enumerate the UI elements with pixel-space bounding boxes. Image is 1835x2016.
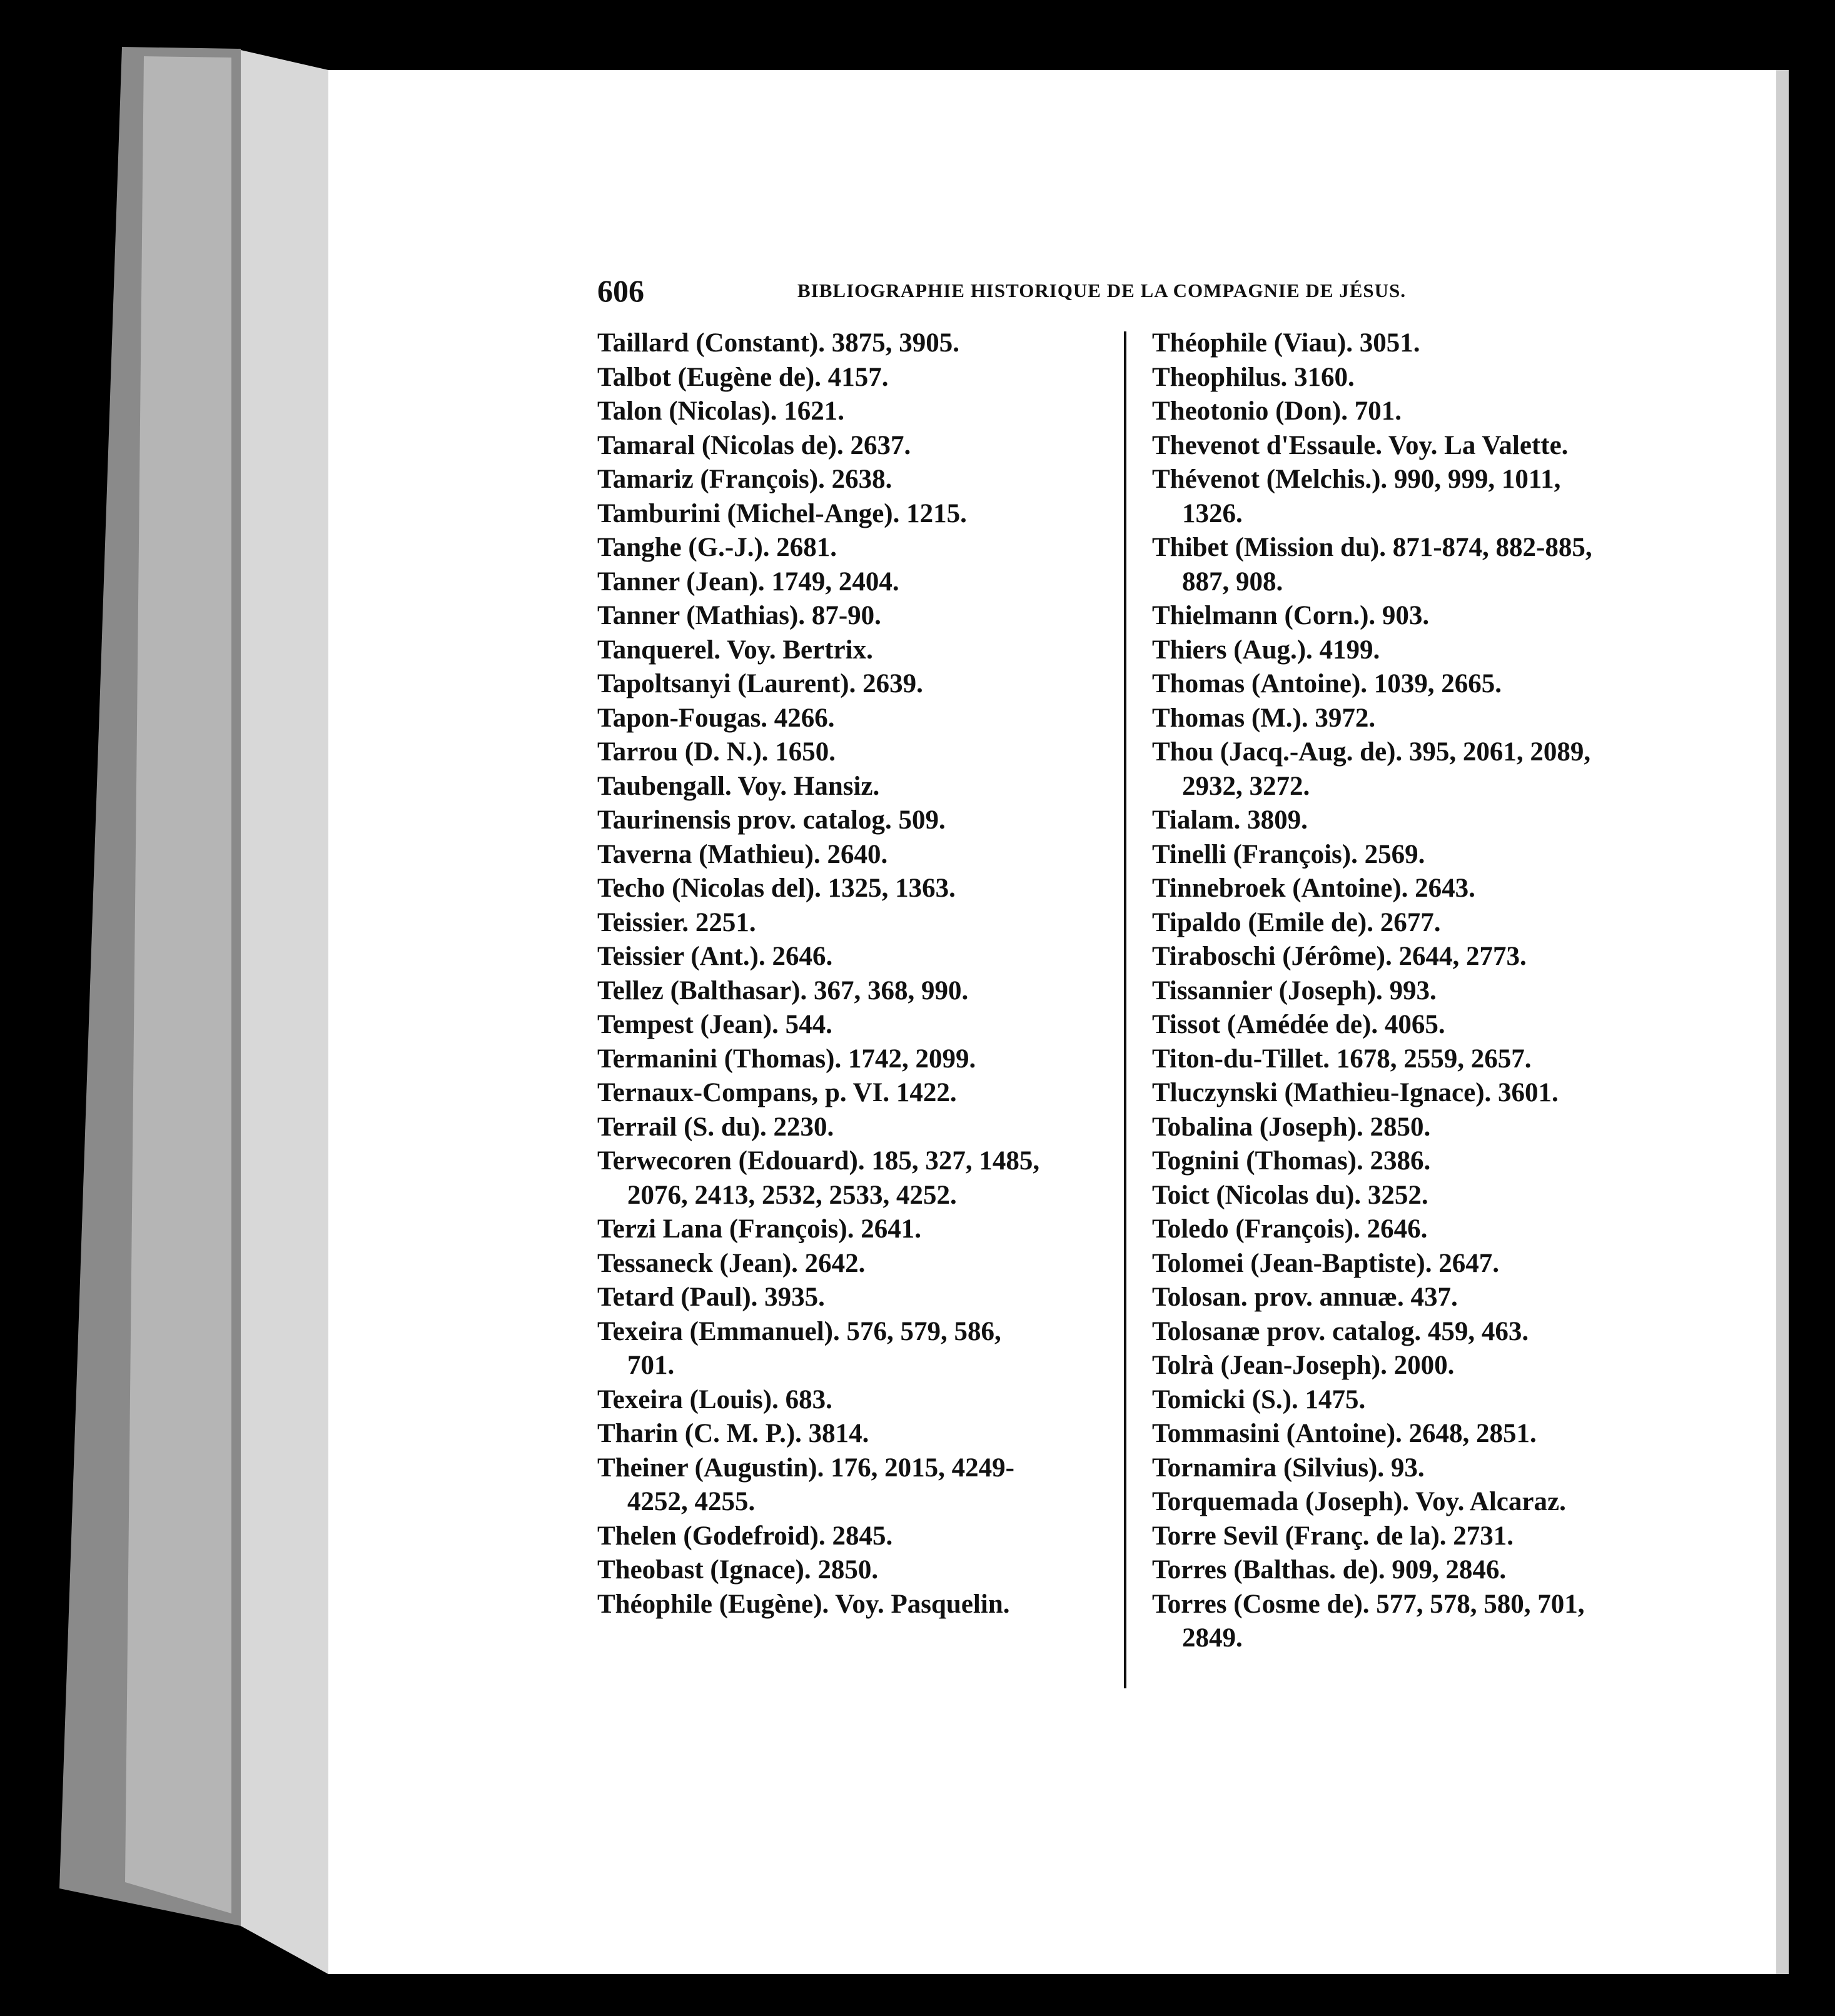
index-entry: Theobast (Ignace). 2850. <box>597 1555 879 1585</box>
index-entry: Theotonio (Don). 701. <box>1152 396 1402 426</box>
index-entry: Tamburini (Michel-Ange). 1215. <box>597 498 967 528</box>
page-number: 606 <box>597 273 644 308</box>
index-entry: Tomicki (S.). 1475. <box>1152 1384 1366 1414</box>
index-entry: Torres (Cosme de). 577, 578, 580, 701, <box>1152 1589 1585 1619</box>
index-entry: Tialam. 3809. <box>1152 805 1308 835</box>
index-entry: Tiraboschi (Jérôme). 2644, 2773. <box>1152 942 1527 971</box>
index-entry: Tanner (Jean). 1749, 2404. <box>597 567 899 597</box>
index-entry: Torquemada (Joseph). Voy. Alcaraz. <box>1152 1487 1566 1516</box>
index-entry: Tanner (Mathias). 87-90. <box>597 601 881 630</box>
index-entry: Tobalina (Joseph). 2850. <box>1152 1112 1431 1142</box>
index-entry: Tolosanæ prov. catalog. 459, 463. <box>1152 1316 1529 1346</box>
index-entry: Thevenot d'Essaule. Voy. La Valette. <box>1152 430 1569 460</box>
index-entry: Termanini (Thomas). 1742, 2099. <box>597 1044 976 1074</box>
index-entry: Tanquerel. Voy. Bertrix. <box>597 635 873 665</box>
index-entry-continuation: 2849. <box>1182 1623 1243 1653</box>
index-entry: Tamaral (Nicolas de). 2637. <box>597 430 911 460</box>
running-header <box>597 269 1429 313</box>
index-entry: Talon (Nicolas). 1621. <box>597 396 844 426</box>
index-column-right <box>1152 326 1652 1656</box>
index-entry: Taillard (Constant). 3875, 3905. <box>597 328 959 358</box>
index-entry: Tissannier (Joseph). 993. <box>1152 975 1437 1005</box>
index-entry-continuation: 887, 908. <box>1182 567 1283 597</box>
index-entry: Tinelli (François). 2569. <box>1152 839 1425 869</box>
index-entry: Terrail (S. du). 2230. <box>597 1112 834 1142</box>
index-entry: Tanghe (G.-J.). 2681. <box>597 533 837 562</box>
index-entry: Tinnebroek (Antoine). 2643. <box>1152 874 1475 903</box>
page-edges <box>241 50 328 1974</box>
index-entry: Thelen (Godefroid). 2845. <box>597 1521 893 1551</box>
index-entry: Ternaux-Compans, p. VI. 1422. <box>597 1078 957 1107</box>
index-entry: Thou (Jacq.-Aug. de). 395, 2061, 2089, <box>1152 737 1591 767</box>
index-entry-continuation: 4252, 4255. <box>627 1487 756 1516</box>
index-column-left <box>597 326 1098 1621</box>
index-entry: Torre Sevil (Franç. de la). 2731. <box>1152 1521 1514 1551</box>
index-entry: Tommasini (Antoine). 2648, 2851. <box>1152 1419 1537 1448</box>
index-entry: Teissier (Ant.). 2646. <box>597 942 833 971</box>
index-entry: Titon-du-Tillet. 1678, 2559, 2657. <box>1152 1044 1532 1074</box>
index-entry: Thévenot (Melchis.). 990, 999, 1011, <box>1152 465 1561 494</box>
page-stack-shadow <box>125 56 231 1913</box>
index-entry: Tetard (Paul). 3935. <box>597 1283 825 1312</box>
index-entry: Tipaldo (Emile de). 2677. <box>1152 907 1441 937</box>
index-entry: Thibet (Mission du). 871-874, 882-885, <box>1152 533 1592 562</box>
index-entry-continuation: 701. <box>627 1351 675 1380</box>
index-entry: Texeira (Louis). 683. <box>597 1384 832 1414</box>
index-entry-continuation: 2076, 2413, 2532, 2533, 4252. <box>627 1180 957 1210</box>
index-entry: Theophilus. 3160. <box>1152 362 1355 392</box>
index-entry: Thiers (Aug.). 4199. <box>1152 635 1380 665</box>
index-entry: Thielmann (Corn.). 903. <box>1152 601 1430 630</box>
index-entry: Théophile (Viau). 3051. <box>1152 328 1420 358</box>
index-entry: Teissier. 2251. <box>597 907 756 937</box>
index-entry: Tellez (Balthasar). 367, 368, 990. <box>597 975 969 1005</box>
index-entry: Terzi Lana (François). 2641. <box>597 1214 921 1244</box>
index-entry: Tapon-Fougas. 4266. <box>597 703 835 733</box>
index-entry: Talbot (Eugène de). 4157. <box>597 362 889 392</box>
index-entry: Toledo (François). 2646. <box>1152 1214 1428 1244</box>
index-entry: Taubengall. Voy. Hansiz. <box>597 771 880 801</box>
index-entry: Tamariz (François). 2638. <box>597 465 892 494</box>
index-entry-continuation: 1326. <box>1182 498 1243 528</box>
facing-page-edge <box>1776 70 1789 1974</box>
index-entry: Tognini (Thomas). 2386. <box>1152 1146 1431 1176</box>
index-entry: Thomas (Antoine). 1039, 2665. <box>1152 669 1502 698</box>
index-entry: Torres (Balthas. de). 909, 2846. <box>1152 1555 1507 1585</box>
index-entry: Taverna (Mathieu). 2640. <box>597 839 888 869</box>
index-entry: Taurinensis prov. catalog. 509. <box>597 805 946 835</box>
index-entry: Techo (Nicolas del). 1325, 1363. <box>597 874 956 903</box>
index-entry: Tornamira (Silvius). 93. <box>1152 1453 1425 1483</box>
running-title: BIBLIOGRAPHIE HISTORIQUE DE LA COMPAGNIE DE JÉSUS. <box>797 280 1407 301</box>
index-entry: Tissot (Amédée de). 4065. <box>1152 1010 1445 1039</box>
index-entry: Theiner (Augustin). 176, 2015, 4249- <box>597 1453 1014 1483</box>
index-entry: Terwecoren (Edouard). 185, 327, 1485, <box>597 1146 1040 1176</box>
column-divider <box>1124 331 1126 1688</box>
index-entry: Thomas (M.). 3972. <box>1152 703 1376 733</box>
index-entry: Tluczynski (Mathieu-Ignace). 3601. <box>1152 1078 1559 1107</box>
index-entry-continuation: 2932, 3272. <box>1182 771 1310 801</box>
index-entry: Théophile (Eugène). Voy. Pasquelin. <box>597 1589 1010 1619</box>
index-entry: Tapoltsanyi (Laurent). 2639. <box>597 669 923 698</box>
index-entry: Tessaneck (Jean). 2642. <box>597 1248 866 1278</box>
index-entry: Tolrà (Jean-Joseph). 2000. <box>1152 1351 1455 1380</box>
index-entry: Tarrou (D. N.). 1650. <box>597 737 836 767</box>
index-entry: Tolosan. prov. annuæ. 437. <box>1152 1283 1458 1312</box>
index-entry: Texeira (Emmanuel). 576, 579, 586, <box>597 1316 1001 1346</box>
index-entry: Toict (Nicolas du). 3252. <box>1152 1180 1428 1210</box>
index-entry: Tempest (Jean). 544. <box>597 1010 832 1039</box>
index-entry: Tolomei (Jean-Baptiste). 2647. <box>1152 1248 1499 1278</box>
index-entry: Tharin (C. M. P.). 3814. <box>597 1419 869 1448</box>
